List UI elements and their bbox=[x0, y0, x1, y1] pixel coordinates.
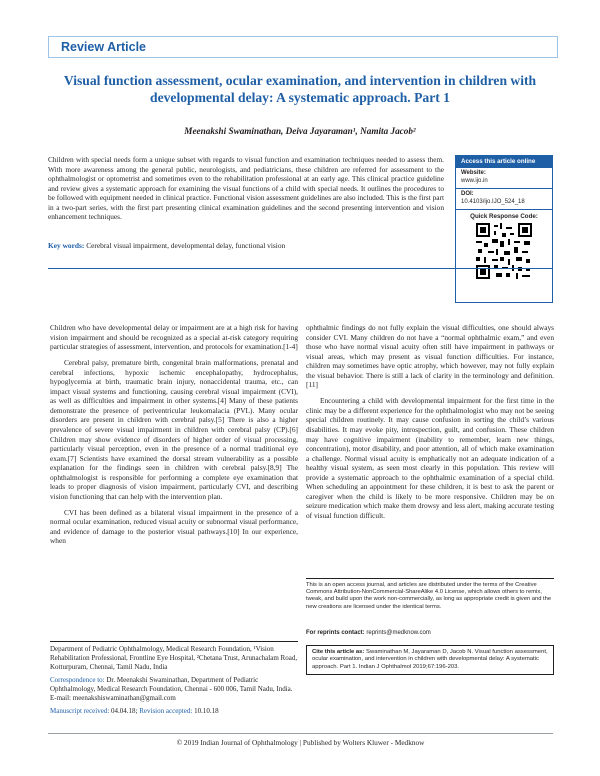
access-article-box bbox=[455, 155, 553, 303]
website-link[interactable]: www.ijo.in bbox=[461, 177, 488, 184]
accepted-date: 10.10.18 bbox=[194, 707, 219, 715]
page-footer: © 2019 Indian Journal of Ophthalmology | Published by Wolters Kluwer - Medknow bbox=[48, 733, 553, 747]
cite-text: Swaminathan M, Jayaraman D, Jacob N. Visual function assessment, ocular examination, and intervention in children with developmental delay: A systematic approach. Part 1. Indian J Ophthalmol 2019;67:196-203. bbox=[312, 649, 548, 670]
body-paragraph: Cerebral palsy, premature birth, congenital brain malformations, prenatal and cerebral infections, hypoxic ischemic encephalopathy, hydrocephalus, hypoglycemia at birth, traumatic brain injury, nonaccidental trauma, etc., can impact visual systems and functioning, causing cerebral visual impairment (CVI), as well as difficulties and impairment in other systems.[4] Many of these patients demonstrate the presence of periventricular leukomalacia (PVL). Many ocular disorders are present in children with cerebral palsy.[5] There is also a higher prevalence of severe visual impairment in children with cerebral palsy (CP).[6] Children may show evidence of disorders of higher order of visual processing, particularly visual perception, even in the presence of a normal traditional eye exam.[7] Scientists have examined the dorsal stream vulnerability as a possible explanation for the findings seen in children with cerebral palsy.[8,9] The ophthalmologist is responsible for performing a complete eye examination that leads to proper diagnosis of vision impairment, particularly CVI, and describing vision functioning that can help with the intervention plan. bbox=[50, 358, 298, 501]
manuscript-dates bbox=[50, 707, 298, 716]
website-row bbox=[456, 168, 552, 189]
reprints-label: For reprints contact: bbox=[306, 630, 365, 636]
body-paragraph: Encountering a child with developmental impairment for the first time in the clinic may be a different experience for the ophthalmologist who may not be seeing special children routinely. It may cause confusion in sorting the child’s various disabilities. It may evoke pity, introspection, guilt, and confusion. These children may have cognitive impairment (inability to remember, learn new things, concentration), motor disability, and poor attention, all of which make examination a challenge. Normal visual acuity is emphatically not an adequate indication of a healthy visual system, as seen most clearly in this population. This review will provide a systematic approach to the ophthalmic examination of a special child. When scheduling an appointment for these children, it is best to ask the parent or caregiver when the child is likely to be more responsive. Children may be on seizure medication which make them drowsy and less alert, making accurate testing of visual function difficult. bbox=[306, 396, 554, 520]
departments: Department of Pediatric Ophthalmology, Medical Research Foundation, ¹Vision Rehabilitation Professional, Frontline Eye Hospital, ²Chetana Trust, Arunachalam Road, Kotturpuram, Chennai, Tamil Nadu, India bbox=[50, 645, 298, 671]
author-list: Meenakshi Swaminathan, Deiva Jayaraman¹, Namita Jacob² bbox=[184, 126, 416, 136]
body-paragraph: Children who have developmental delay or impairment are at a high risk for having vision impairment and should be recognized as a special at-risk category requiring particular strategies of assessment, intervention, and protocols for examination.[1-4] bbox=[50, 323, 298, 352]
abstract: Children with special needs form a unique subset with regards to visual function and examination techniques needed to assess them. With more awareness among the general public, neurologists, and pediatricians, these children are referred for assessment to the ophthalmologist or optometrist and sometimes even to the rehabilitation professional at an early age. This clinical practice guideline and review gives a systematic approach for examining the visual functions of a child with special needs. It outlines the procedures to be followed with equipment needed in clinical practice. Functional vision assessment guidelines are also included. This is the first part in a two-part series, with the first part presenting clinical examination guidelines and the second presenting intervention and vision enhancement techniques. bbox=[48, 155, 444, 222]
website-label: Website: bbox=[461, 170, 486, 176]
body-column-right bbox=[306, 323, 554, 527]
article-type-label: Review Article bbox=[61, 40, 146, 54]
reprints-email[interactable]: reprints@medknow.com bbox=[366, 630, 431, 636]
keywords-text: Cerebral visual impairment, developmental delay, functional vision bbox=[86, 241, 286, 250]
doi-row bbox=[456, 189, 552, 210]
doi-label: DOI: bbox=[461, 191, 474, 198]
body-paragraph: CVI has been defined as a bilateral visual impairment in the presence of a normal ocular examination, reduced visual acuity or subnormal visual performance, and evidence of damage to the posterior visual pathways.[10] In our experience, when bbox=[50, 507, 298, 546]
keywords bbox=[48, 241, 444, 250]
keywords-label: Key words: bbox=[48, 241, 85, 250]
correspondence bbox=[50, 676, 298, 703]
correspondence-text: Dr. Meenakshi Swaminathan, Department of Pediatric Ophthalmology, Medical Research Foundation, Chennai - 600 006, Tamil Nadu, India. E-mail: meenakshiswaminathan@gmail.com bbox=[50, 676, 293, 702]
affiliations bbox=[50, 641, 298, 720]
received-date: 04.04.18; bbox=[111, 707, 138, 715]
reprints-note bbox=[306, 630, 554, 636]
received-label: Manuscript received: bbox=[50, 707, 110, 715]
body-paragraph: ophthalmic findings do not fully explain the visual difficulties, one should always consider CVI. Many children do not have a “normal ophthalmic exam,” and even those who have normal visual acuity often still have impairment in pathways or visual areas, which may present as visual function difficulties. For instance, children may sometimes have optic atrophy, which however, may not fully explain the visual behavior. There is still a lack of clarity in the terminology and definition.[11] bbox=[306, 323, 554, 390]
cite-label: Cite this article as: bbox=[312, 649, 365, 655]
access-box-header: Access this article online bbox=[456, 156, 552, 168]
qr-label: Quick Response Code: bbox=[470, 213, 538, 221]
correspondence-label: Correspondence to: bbox=[50, 676, 105, 684]
cite-box bbox=[306, 645, 554, 675]
qr-code-icon[interactable] bbox=[476, 223, 532, 279]
body-column-left bbox=[50, 323, 298, 553]
header-divider bbox=[48, 268, 553, 269]
article-type-tag bbox=[48, 36, 184, 58]
accepted-label: Revision accepted: bbox=[139, 707, 193, 715]
license-note: This is an open access journal, and articles are distributed under the terms of the Creative Commons Attribution-NonCommercial-ShareAlike 4.0 License, which allows others to remix, tweak, and build upon the work non-commercially, as long as appropriate credit is given and the new creations are licensed under the identical terms. bbox=[306, 578, 554, 611]
article-title: Visual function assessment, ocular examination, and intervention in children with developmental delay: A systematic approach. Part 1 bbox=[63, 73, 537, 105]
doi-link[interactable]: 10.4103/ijo.IJO_524_18 bbox=[461, 198, 525, 205]
